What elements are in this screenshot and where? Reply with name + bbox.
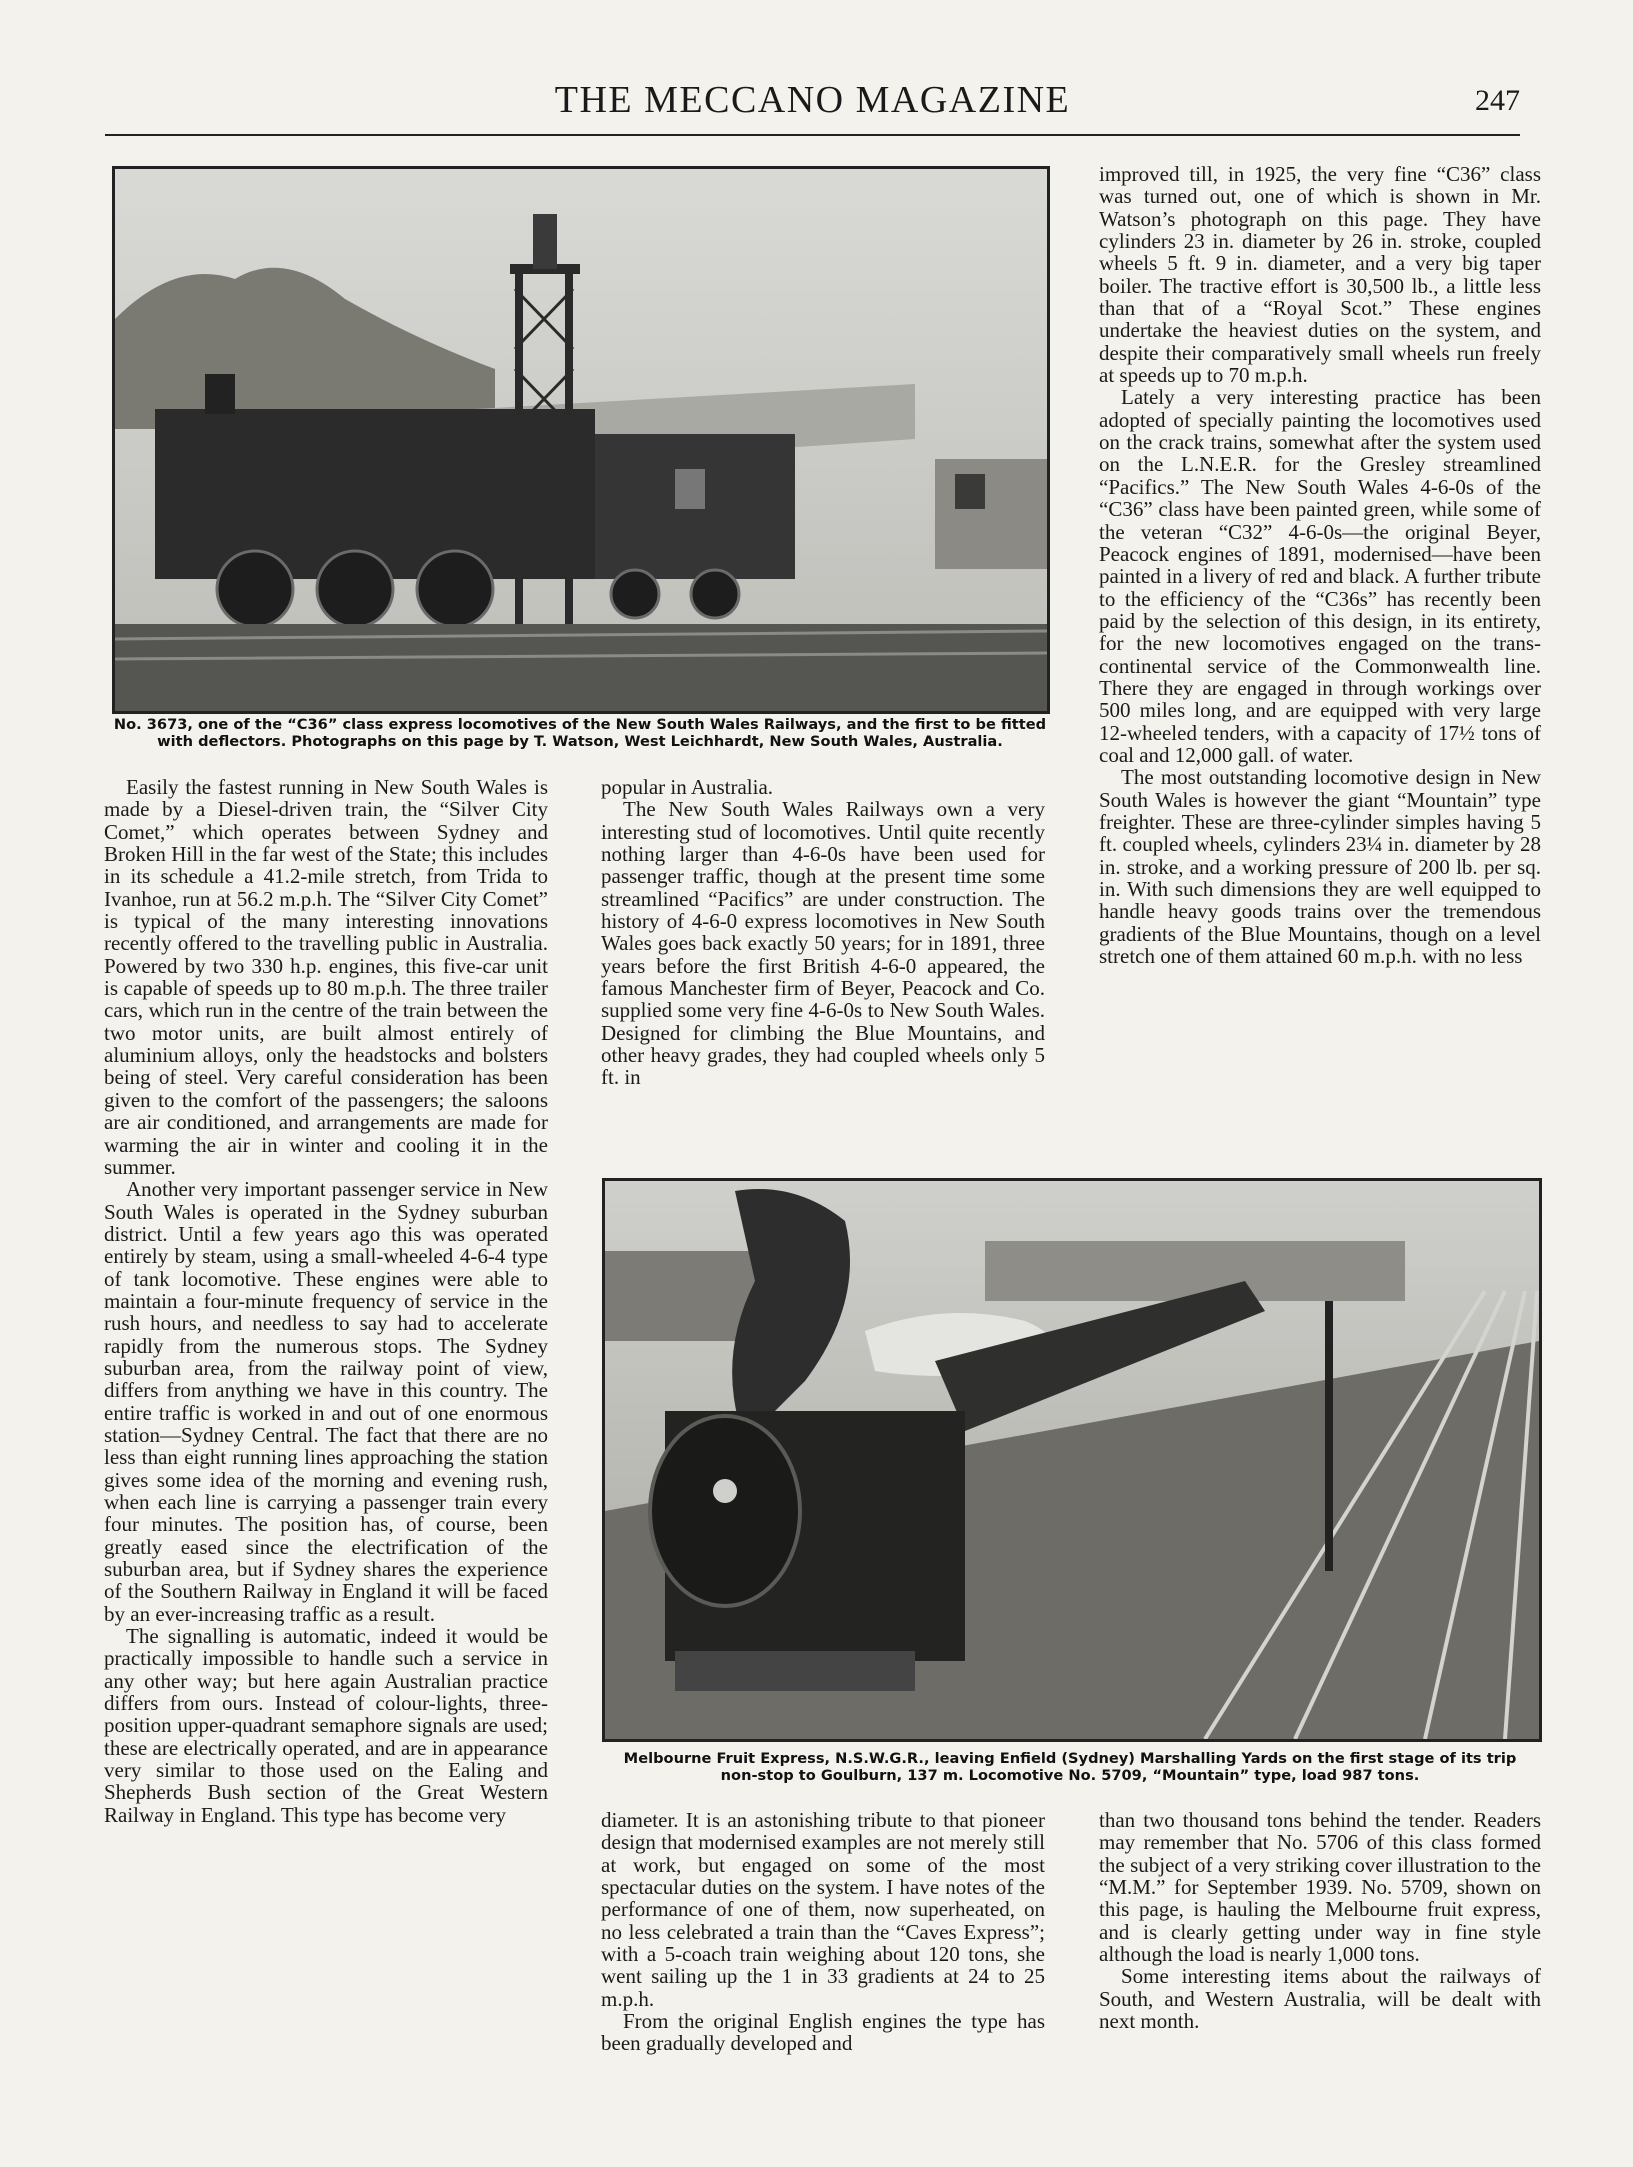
right-column-top	[1099, 163, 1541, 967]
middle-top-paragraph-1: popular in Australia.	[601, 775, 774, 799]
right-top-paragraph-3: The most outstanding locomotive design in New South Wales is however the giant “Mountain” type freighter. These are three-cylinder simples having 5 ft. coupled wheels, cylinders 23¼ in. diameter by 28 in. stroke, and a working pressure of 200 lb. per sq. in. With such dimensions they are well equipped to handle heavy goods trains over the tremendous gradients of the Blue Mountains, though on a level stretch one of them attained 60 m.p.h. with no less	[1099, 765, 1541, 969]
right-top-paragraph-1: improved till, in 1925, the very fine “C36” class was turned out, one of which is shown in Mr. Watson’s photograph on this page. They have cylinders 23 in. diameter by 26 in. stroke, coupled wheels 5 ft. 9 in. diameter, and a very big taper boiler. The tractive effort is 30,500 lb., a little less than that of a “Royal Scot.” These engines undertake the heaviest duties on the system, and despite their comparatively small wheels run freely at speeds up to 70 m.p.h.	[1099, 162, 1541, 388]
middle-top-paragraph-2: The New South Wales Railways own a very interesting stud of locomotives. Until quite recently nothing larger than 4-6-0s have been used for passenger traffic, though at the present time some streamlined “Pacifics” are under construction. The history of 4-6-0 express locomotives in New South Wales goes back exactly 50 years; for in 1891, three years before the first British 4-6-0 appeared, the famous Manchester firm of Beyer, Peacock and Co. supplied some very fine 4-6-0s to New South Wales. Designed for climbing the Blue Mountains, and other heavy grades, they had coupled wheels only 5 ft. in	[601, 797, 1045, 1090]
middle-caption-line2: non-stop to Goulburn, 137 m. Locomotive No. 5709, “Mountain” type, load 987 tons.	[720, 1767, 1420, 1784]
magazine-title: THE MECCANO MAGAZINE	[554, 79, 1071, 121]
locomotive-turntable-image	[115, 169, 1047, 711]
top-photo-caption	[100, 716, 1060, 750]
middle-column-bottom	[601, 1809, 1045, 2055]
right-top-paragraph-2: Lately a very interesting practice has been adopted of specially painting the locomotives used on the crack trains, somewhat after the system used on the L.N.E.R. for the Gresley streamlined “Pacifics.” The New South Wales 4-6-0s of the “C36” class have been painted green, while some of the veteran “C32” 4-6-0s—the original Beyer, Peacock engines of 1891, modernised—have been painted in a livery of red and black. A further tribute to the efficiency of the “C36s” has recently been paid by the selection of this design, in its entirety, for the new locomotives engaged on the trans-continental service of the Commonwealth line. There they are engaged in through workings over 500 miles long, and are equipped with very large 12-wheeled tenders, with a capacity of 17½ tons of coal and 12,000 gall. of water.	[1099, 385, 1541, 767]
top-caption-line2: with deflectors. Photographs on this page by T. Watson, West Leichhardt, New South Wales, Australia.	[157, 733, 1003, 750]
right-column-bottom	[1099, 1809, 1541, 2032]
left-column	[104, 776, 548, 1826]
middle-column-top	[601, 776, 1045, 1089]
top-photo	[112, 166, 1050, 714]
left-paragraph-2: Another very important passenger service in New South Wales is operated in the Sydney suburban district. Until a few years ago this was operated entirely by steam, using a small-wheeled 4-6-4 type of tank locomotive. These engines were able to maintain a four-minute frequency of service in the rush hours, and needless to say had to accelerate rapidly from the numerous stops. The Sydney suburban area, from the railway point of view, differs from anything we have in this country. The entire traffic is worked in and out of one enormous station—Sydney Central. The fact that there are no less than eight running lines approaching the station gives some idea of the morning and evening rush, when each line is carrying a passenger train every four minutes. The position has, of course, been greatly eased since the electrification of the suburban area, but if Sydney shares the experience of the Southern Railway in England it will be faced by an ever-increasing traffic as a result.	[104, 1177, 548, 1626]
right-bottom-paragraph-1: than two thousand tons behind the tender. Readers may remember that No. 5706 of this class formed the subject of a very striking cover illustration to the “M.M.” for September 1939. No. 5709, shown on this page, is hauling the Melbourne fruit express, and is clearly getting under way in fine style although the load is nearly 1,000 tons.	[1099, 1808, 1541, 1967]
left-paragraph-1: Easily the fastest running in New South Wales is made by a Diesel-driven train, the “Silver City Comet,” which operates between Sydney and Broken Hill in the far west of the State; this includes in its schedule a 41.2-mile stretch, from Trida to Ivanhoe, run at 56.2 m.p.h. The “Silver City Comet” is typical of the many interesting innovations recently offered to the travelling public in Australia. Powered by two 330 h.p. engines, this five-car unit is capable of speeds up to 80 m.p.h. The three trailer cars, which run in the centre of the train between the two motor units, are built almost entirely of aluminium alloys, only the headstocks and bolsters being of steel. Very careful consideration has been given to the comfort of the passengers; the saloons are air conditioned, and arrangements are made for warming the air in winter and cooling it in the summer.	[104, 775, 548, 1179]
page-number: 247	[1475, 84, 1520, 117]
left-paragraph-3: The signalling is automatic, indeed it would be practically impossible to handle such a service in any other way; but here again Australian practice differs from ours. Instead of colour-lights, three-position upper-quadrant semaphore signals are used; these are electrically operated, and are in appearance very similar to those used on the Ealing and Shepherds Bush section of the Great Western Railway in England. This type has become very	[104, 1624, 548, 1827]
fruit-express-image	[605, 1181, 1539, 1739]
middle-caption-line1: Melbourne Fruit Express, N.S.W.G.R., leaving Enfield (Sydney) Marshalling Yards on the first stage of its trip	[623, 1750, 1517, 1767]
right-bottom-paragraph-2: Some interesting items about the railways of South, and Western Australia, will be dealt with next month.	[1099, 1964, 1541, 2034]
middle-photo-caption	[596, 1750, 1544, 1784]
top-caption-line1: No. 3673, one of the “C36” class express locomotives of the New South Wales Railways, and the first to be fitted	[113, 716, 1047, 733]
middle-photo	[602, 1178, 1542, 1742]
middle-bottom-paragraph-2: From the original English engines the type has been gradually developed and	[601, 2009, 1045, 2056]
middle-bottom-paragraph-1: diameter. It is an astonishing tribute to that pioneer design that modernised examples are not merely still at work, but engaged on some of the most spectacular duties on the system. I have notes of the performance of one of them, now superheated, on no less celebrated a train than the “Caves Express”; with a 5-coach train weighing about 120 tons, she went sailing up the 1 in 33 gradients at 24 to 25 m.p.h.	[601, 1808, 1045, 2011]
page-header	[105, 78, 1520, 136]
